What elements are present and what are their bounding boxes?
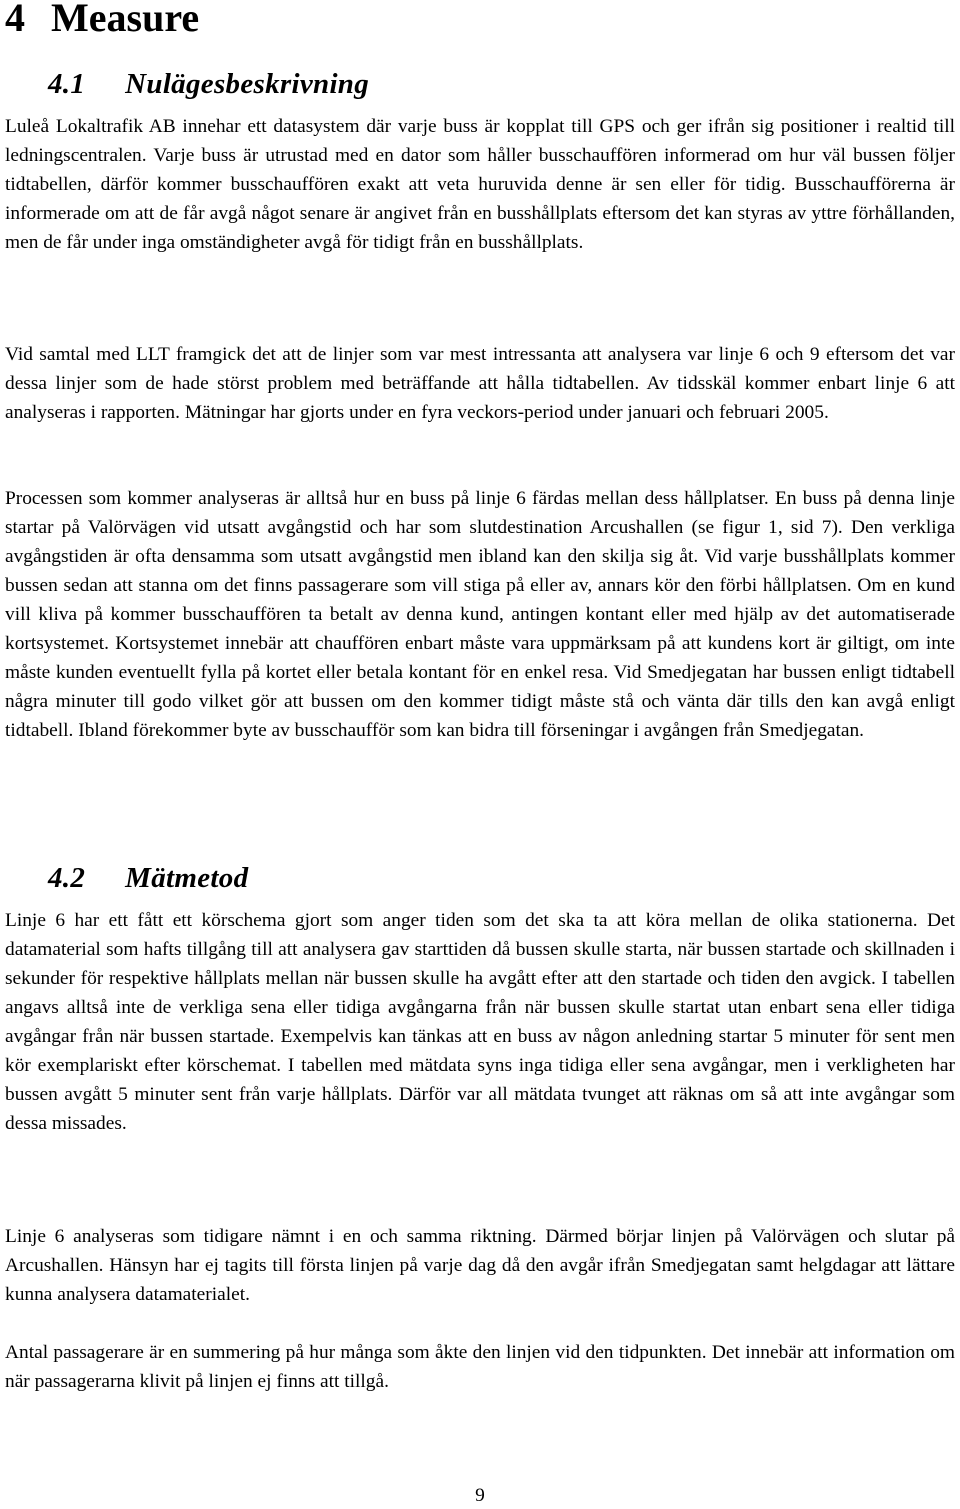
section-heading-4-2 [48,860,248,896]
section-number: 4.2 [48,862,86,894]
paragraph: Vid samtal med LLT framgick det att de linjer som var mest intressanta att analysera var linje 6 och 9 eftersom det var dessa linjer som de hade störst problem med beträffande att hålla tidtabellen. Av tidsskäl kommer enbart linje 6 att analyseras i rapporten. Mätningar har gjorts under en fyra veckors-period under januari och februari 2005. [5,344,955,423]
section-title: Nulägesbeskrivning [125,68,370,100]
chapter-heading [5,0,199,42]
paragraph: Luleå Lokaltrafik AB innehar ett datasystem där varje buss är kopplat till GPS och ger ifrån sig positioner i realtid till ledningscentralen. Varje buss är utrustad med en dator som håller busschauffören informerad om hur väl bussen följer tidtabellen, därför kommer busschauffören exakt att veta huruvida denne är sen eller för tidig. Busschaufförerna är informerade om att de får avgå något senare är angivet från en busshållplats eftersom det kan styras av yttre förhållanden, men de får under inga omständigheter avgå för tidigt från en busshållplats. [5,116,955,253]
chapter-title: Measure [51,0,200,40]
paragraph: Linje 6 analyseras som tidigare nämnt i en och samma riktning. Därmed börjar linjen på Valörvägen och slutar på Arcushallen. Hänsyn har ej tagits till första linjen på varje dag då den avgår ifrån Smedjegatan samt helgdagar att lättare kunna analysera datamaterialet. [5,1226,955,1305]
paragraph: Linje 6 har ett fått ett körschema gjort som anger tiden som det ska ta att köra mellan de olika stationerna. Det datamaterial som hafts tillgång till att analysera gav starttiden då bussen skulle starta, när bussen startade och skillnaden i sekunder för respektive hållplats mellan när bussen skulle ha avgått efter att den startade och tiden den avgick. I tabellen angavs alltså inte de verkliga sena eller tidiga avgångarna från när bussen skulle startat utan enbart sena eller tidiga avgångar från när bussen startade. Exempelvis kan tänkas att en buss av någon anledning startar 5 minuter för sent men kör exemplariskt efter körschemat. I tabellen med mätdata syns inga tidiga eller sena avgångar, men i verkligheten har bussen avgått 5 minuter sent från varje hållplats. Därför var all mätdata tvunget att räknas om så att inte avgångar som dessa missades. [5,910,955,1134]
chapter-number: 4 [5,0,25,40]
section-number: 4.1 [48,68,86,100]
page-number: 9 [475,1485,485,1506]
section-heading-4-1 [48,66,369,102]
paragraph: Antal passagerare är en summering på hur många som åkte den linjen vid den tidpunkten. Det innebär att information om när passagerarna klivit på linjen ej finns att tillgå. [5,1342,955,1392]
paragraph: Processen som kommer analyseras är alltså hur en buss på linje 6 färdas mellan dess hållplatser. En buss på denna linje startar på Valörvägen vid utsatt avgångstid och har som slutdestination Arcushallen (se figur 1, sid 7). Den verkliga avgångstiden är ofta densamma som utsatt avgångstid men ibland kan den skilja sig åt. Vid varje busshållplats kommer bussen sedan att stanna om det finns passagerare som vill stiga på eller av, annars kör den förbi hållplatsen. Om en kund vill kliva på kommer busschauffören ta betalt av denna kund, antingen kontant eller med hjälp av det automatiserade kortsystemet. Kortsystemet innebär att chauffören enbart måste vara uppmärksam på att kundens kort är giltigt, om inte måste kunden eventuellt fylla på kortet eller betala kontant för en enkel resa. Vid Smedjegatan har bussen enligt tidtabell några minuter till godo vilket gör att bussen om den kommer tidigt måste stå och vänta där tills den kan avgå enligt tidtabell. Ibland förekommer byte av busschaufför som kan bidra till förseningar i avgången från Smedjegatan. [5,488,955,741]
section-title: Mätmetod [125,862,249,894]
